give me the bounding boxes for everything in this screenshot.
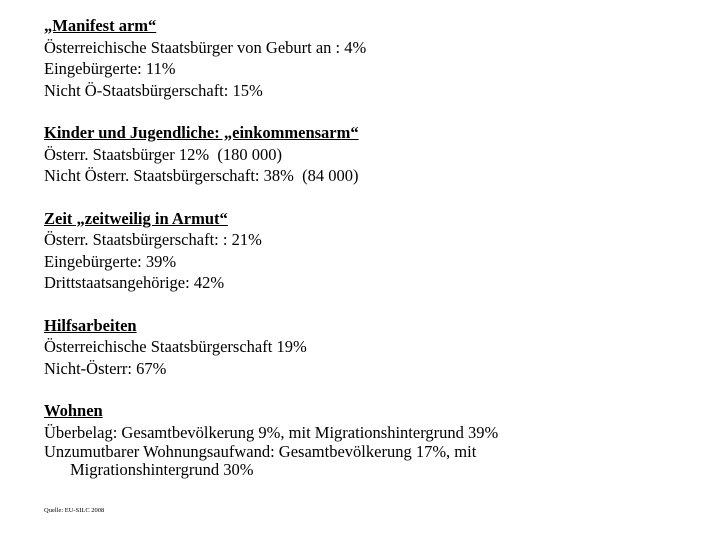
text-line: Eingebürgerte: 11% (44, 59, 176, 78)
section-zeit (44, 208, 704, 294)
text-line: Österreichische Staatsbürger von Geburt an : 4% (44, 37, 367, 57)
text-line: Österr. Staatsbürgerschaft: : 21% (44, 230, 262, 249)
section-heading: Zeit „zeitweilig in Armut“ (44, 208, 228, 228)
text-line: Österr. Staatsbürger 12% (180 000) (44, 144, 282, 164)
text-line: Überbelag: Gesamtbevölkerung 9%, mit Migrationshintergrund 39% (44, 422, 499, 442)
text-line: Nicht Österr. Staatsbürgerschaft: 38% (84 000) (44, 166, 359, 185)
section-wohnen (44, 400, 704, 479)
section-kinder-jugendliche (44, 122, 704, 187)
section-heading: „Manifest arm“ (44, 16, 157, 35)
wrapped-line-continuation: Migrationshintergrund 30% (70, 460, 254, 479)
text-line: Eingebürgerte: 39% (44, 251, 177, 271)
text-line: Österreichische Staatsbürgerschaft 19% (44, 337, 307, 356)
text-line: Drittstaatsangehörige: 42% (44, 273, 225, 292)
text-line: Nicht Ö-Staatsbürgerschaft: 15% (44, 80, 263, 100)
text-line: Nicht-Österr: 67% (44, 358, 167, 378)
section-heading: Wohnen (44, 401, 103, 420)
wrapped-text-line (44, 443, 704, 479)
section-manifest-arm (44, 15, 704, 101)
slide-content (44, 15, 704, 500)
section-heading: Kinder und Jugendliche: „einkommensarm“ (44, 123, 359, 142)
source-note: Quelle: EU-SILC 2008 (44, 507, 105, 514)
wrapped-line-first: Unzumutbarer Wohnungsaufwand: Gesamtbevölkerung 17%, mit (44, 442, 477, 461)
section-heading: Hilfsarbeiten (44, 315, 137, 335)
section-hilfsarbeiten (44, 315, 704, 380)
